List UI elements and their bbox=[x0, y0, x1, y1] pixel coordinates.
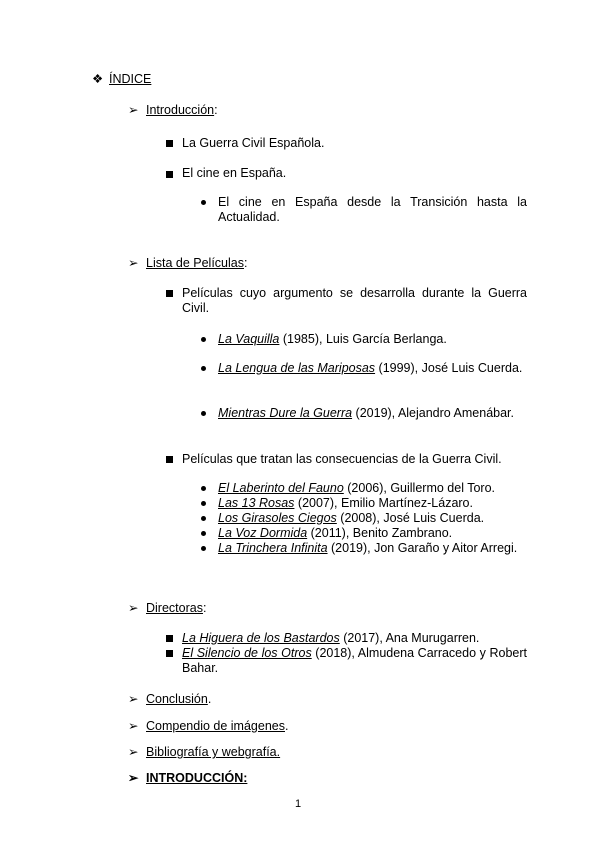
index-title: ÍNDICE bbox=[109, 72, 152, 86]
film-title-link[interactable]: Las 13 Rosas bbox=[218, 496, 295, 510]
arrow-bullet-icon: ➢ bbox=[128, 103, 139, 117]
film-item: Los Girasoles Ciegos (2008), José Luis Cuerda. bbox=[218, 511, 485, 525]
arrow-bullet-icon: ➢ bbox=[128, 719, 139, 733]
conclusion-heading: Conclusión. bbox=[146, 692, 212, 706]
film-item: La Trinchera Infinita (2019), Jon Garaño y Aitor Arregi. bbox=[218, 541, 518, 555]
film-title-link[interactable]: La Higuera de los Bastardos bbox=[182, 631, 340, 645]
arrow-bullet-icon: ➢ bbox=[128, 692, 139, 706]
film-title-link[interactable]: El Silencio de los Otros bbox=[182, 646, 312, 660]
film-title-link[interactable]: La Voz Dormida bbox=[218, 526, 308, 540]
film-item: La Voz Dormida (2011), Benito Zambrano. bbox=[218, 526, 453, 540]
compendio-heading: Compendio de imágenes. bbox=[146, 719, 289, 733]
dot-bullet-icon bbox=[201, 501, 206, 506]
square-bullet-icon bbox=[166, 650, 173, 657]
dot-bullet-icon bbox=[201, 337, 206, 342]
dot-bullet-icon bbox=[201, 486, 206, 491]
film-title-link[interactable]: La Vaquilla bbox=[218, 332, 280, 346]
dot-bullet-icon bbox=[201, 200, 206, 205]
section-heading: INTRODUCCIÓN: bbox=[146, 771, 248, 785]
list-item: La Guerra Civil Española. bbox=[182, 136, 325, 150]
film-item: La Lengua de las Mariposas (1999), José Luis Cuerda. bbox=[218, 361, 523, 375]
film-item: La Vaquilla (1985), Luis García Berlanga. bbox=[218, 332, 447, 346]
dot-bullet-icon bbox=[201, 366, 206, 371]
square-bullet-icon bbox=[166, 171, 173, 178]
directoras-heading: Directoras: bbox=[146, 601, 207, 615]
list-item: El cine en España desde la Transición hasta la Actualidad. bbox=[218, 195, 527, 224]
square-bullet-icon bbox=[166, 456, 173, 463]
film-item: Las 13 Rosas (2007), Emilio Martínez-Lázaro. bbox=[218, 496, 473, 510]
lista-link[interactable]: Lista de Películas bbox=[146, 256, 244, 270]
square-bullet-icon bbox=[166, 635, 173, 642]
introduccion-link[interactable]: Introducción bbox=[146, 103, 215, 117]
list-item: El cine en España. bbox=[182, 166, 287, 180]
dot-bullet-icon bbox=[201, 411, 206, 416]
diamond-bullet-icon: ❖ bbox=[92, 72, 104, 86]
film-title-link[interactable]: La Lengua de las Mariposas bbox=[218, 361, 376, 375]
film-item: El Laberinto del Fauno (2006), Guillermo del Toro. bbox=[218, 481, 496, 495]
square-bullet-icon bbox=[166, 290, 173, 297]
conclusion-link[interactable]: Conclusión bbox=[146, 692, 208, 706]
film-title-link[interactable]: La Trinchera Infinita bbox=[218, 541, 328, 555]
film-title-link[interactable]: Los Girasoles Ciegos bbox=[218, 511, 337, 525]
compendio-link[interactable]: Compendio de imágenes bbox=[146, 719, 285, 733]
group-heading: Películas cuyo argumento se desarrolla durante la Guerra Civil. bbox=[182, 286, 527, 315]
bibliografia-link[interactable]: Bibliografía y webgrafía. bbox=[146, 745, 281, 759]
arrow-bullet-icon: ➢ bbox=[128, 771, 139, 785]
film-item: La Higuera de los Bastardos (2017), Ana Murugarren. bbox=[182, 631, 480, 645]
film-title-link[interactable]: Mientras Dure la Guerra bbox=[218, 406, 353, 420]
introduccion-heading: Introducción: bbox=[146, 103, 218, 117]
group-heading: Películas que tratan las consecuencias de la Guerra Civil. bbox=[182, 452, 502, 466]
dot-bullet-icon bbox=[201, 546, 206, 551]
directoras-link[interactable]: Directoras bbox=[146, 601, 203, 615]
square-bullet-icon bbox=[166, 140, 173, 147]
arrow-bullet-icon: ➢ bbox=[128, 601, 139, 615]
lista-heading: Lista de Películas: bbox=[146, 256, 248, 270]
dot-bullet-icon bbox=[201, 531, 206, 536]
film-item: Mientras Dure la Guerra (2019), Alejandro Amenábar. bbox=[218, 406, 514, 420]
arrow-bullet-icon: ➢ bbox=[128, 256, 139, 270]
film-item: El Silencio de los Otros (2018), Almudena Carracedo y Robert Bahar. bbox=[182, 646, 527, 675]
arrow-bullet-icon: ➢ bbox=[128, 745, 139, 759]
dot-bullet-icon bbox=[201, 516, 206, 521]
film-title-link[interactable]: El Laberinto del Fauno bbox=[218, 481, 344, 495]
page-number: 1 bbox=[295, 798, 302, 810]
